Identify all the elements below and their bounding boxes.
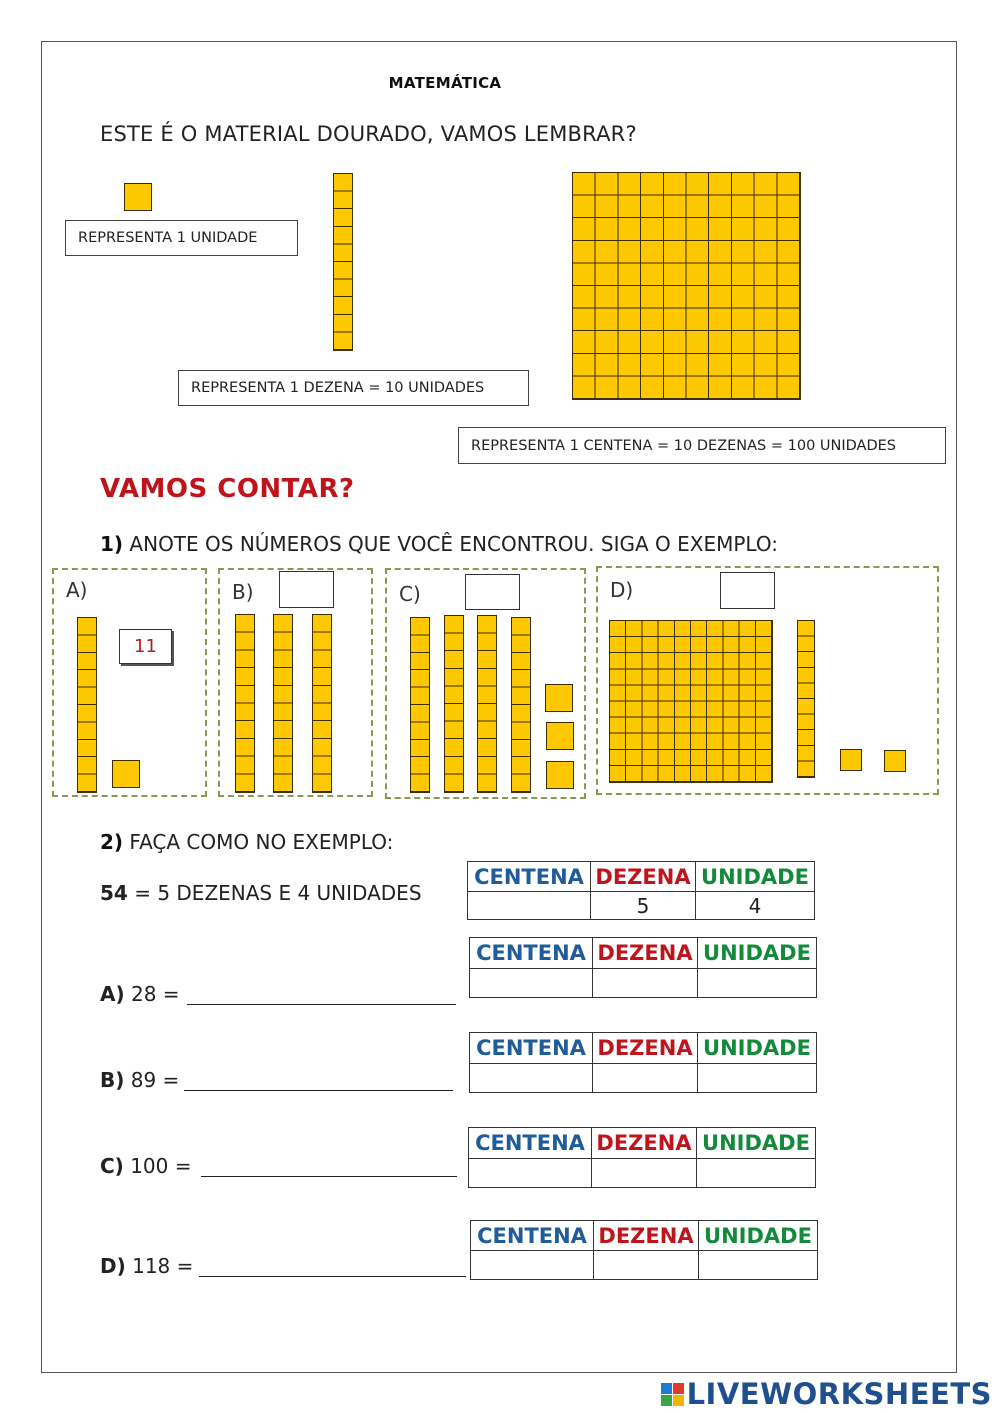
header-dezena: DEZENA: [593, 938, 698, 969]
item-a-line: [100, 982, 180, 1006]
item-c-dezena-input[interactable]: [592, 1159, 697, 1188]
header-centena: CENTENA: [471, 1221, 594, 1251]
question-2: [100, 830, 393, 854]
unit-label: REPRESENTA 1 UNIDADE: [65, 220, 298, 256]
header-centena: CENTENA: [470, 938, 593, 969]
exercise-a-answer: 11: [119, 629, 172, 664]
example-unidade-cell: 4: [696, 892, 815, 920]
item-c-line: [100, 1154, 191, 1178]
section-title: VAMOS CONTAR?: [100, 474, 355, 504]
item-a-centena-input[interactable]: [470, 969, 593, 998]
question-1: [100, 532, 778, 556]
question-2-number: 2): [100, 830, 124, 854]
item-b-letter: B): [100, 1068, 125, 1092]
example-line: [100, 881, 422, 905]
exercise-c-ten-rod: [410, 617, 430, 793]
header-centena: CENTENA: [469, 1128, 592, 1159]
item-b-unidade-input[interactable]: [698, 1064, 817, 1093]
exercise-c-unit-cube: [546, 761, 574, 789]
item-b-centena-input[interactable]: [470, 1064, 593, 1093]
item-a-unidade-input[interactable]: [698, 969, 817, 998]
page-subtitle: ESTE É O MATERIAL DOURADO, VAMOS LEMBRAR?: [100, 122, 637, 146]
question-1-number: 1): [100, 532, 124, 556]
exercise-d-hundred-flat: [609, 620, 773, 783]
item-c-unidade-input[interactable]: [697, 1159, 816, 1188]
item-c-centena-input[interactable]: [469, 1159, 592, 1188]
item-c-place-value-table: [468, 1127, 816, 1188]
ten-label: REPRESENTA 1 DEZENA = 10 UNIDADES: [178, 370, 529, 406]
exercise-d-answer-input[interactable]: [720, 572, 775, 609]
item-c-expr: 100 =: [130, 1154, 192, 1178]
exercise-a-unit-cube: [112, 760, 140, 788]
example-dezena-cell: 5: [591, 892, 696, 920]
item-a-place-value-table: [469, 937, 817, 998]
page-title: MATEMÁTICA: [388, 74, 502, 92]
unit-cube: [124, 183, 152, 211]
header-unidade: UNIDADE: [698, 1033, 817, 1064]
item-d-unidade-input[interactable]: [699, 1251, 818, 1280]
exercise-d-letter: D): [610, 578, 634, 602]
exercise-d-ten-rod: [797, 620, 815, 778]
exercise-c-unit-cube: [546, 722, 574, 750]
item-d-dezena-input[interactable]: [594, 1251, 699, 1280]
header-dezena: DEZENA: [593, 1033, 698, 1064]
item-a-answer-line[interactable]: [187, 986, 456, 1005]
header-dezena: DEZENA: [591, 862, 696, 892]
exercise-c-answer-input[interactable]: [465, 574, 520, 610]
exercise-d-unit-cube: [884, 750, 906, 772]
header-unidade: UNIDADE: [699, 1221, 818, 1251]
item-d-centena-input[interactable]: [471, 1251, 594, 1280]
exercise-a-ten-rod: [77, 617, 97, 793]
header-dezena: DEZENA: [594, 1221, 699, 1251]
header-centena: CENTENA: [470, 1033, 593, 1064]
example-number: 54: [100, 881, 128, 905]
item-b-expr: 89 =: [130, 1068, 180, 1092]
item-b-dezena-input[interactable]: [593, 1064, 698, 1093]
exercise-d-unit-cube: [840, 749, 862, 771]
exercise-b-ten-rod: [273, 614, 293, 793]
exercise-c-ten-rod: [444, 615, 464, 793]
item-d-answer-line[interactable]: [199, 1258, 466, 1277]
item-a-dezena-input[interactable]: [593, 969, 698, 998]
item-d-line: [100, 1254, 193, 1278]
example-place-value-table: [467, 861, 815, 920]
exercise-c-unit-cube: [545, 684, 573, 712]
exercise-c-ten-rod: [477, 615, 497, 793]
liveworksheets-logo: [661, 1377, 992, 1411]
item-b-place-value-table: [469, 1032, 817, 1093]
exercise-b-answer-input[interactable]: [279, 571, 334, 608]
item-d-letter: D): [100, 1254, 126, 1278]
liveworksheets-brand-text: LIVEWORKSHEETS: [686, 1377, 992, 1411]
exercise-b-ten-rod: [312, 614, 332, 793]
item-b-answer-line[interactable]: [184, 1072, 453, 1091]
example-text: = 5 DEZENAS E 4 UNIDADES: [134, 881, 422, 905]
item-d-place-value-table: [470, 1220, 818, 1280]
exercise-c-letter: C): [399, 582, 421, 606]
hundred-label: REPRESENTA 1 CENTENA = 10 DEZENAS = 100 UNIDADES: [458, 427, 946, 464]
header-unidade: UNIDADE: [696, 862, 815, 892]
header-unidade: UNIDADE: [697, 1128, 816, 1159]
item-c-answer-line[interactable]: [201, 1158, 457, 1177]
item-b-line: [100, 1068, 179, 1092]
exercise-b-letter: B): [232, 580, 254, 604]
item-c-letter: C): [100, 1154, 124, 1178]
question-2-text: FAÇA COMO NO EXEMPLO:: [129, 830, 394, 854]
hundred-flat: [572, 172, 801, 400]
exercise-a-letter: A): [66, 578, 88, 602]
item-a-letter: A): [100, 982, 125, 1006]
exercise-c-ten-rod: [511, 617, 531, 793]
exercise-b-ten-rod: [235, 614, 255, 793]
header-centena: CENTENA: [468, 862, 591, 892]
header-unidade: UNIDADE: [698, 938, 817, 969]
ten-rod: [333, 173, 353, 351]
example-centena-cell: [468, 892, 591, 920]
liveworksheets-icon: [661, 1383, 684, 1406]
header-dezena: DEZENA: [592, 1128, 697, 1159]
item-d-expr: 118 =: [132, 1254, 194, 1278]
item-a-expr: 28 =: [130, 982, 180, 1006]
question-1-text: ANOTE OS NÚMEROS QUE VOCÊ ENCONTROU. SIGA O EXEMPLO:: [129, 532, 778, 556]
